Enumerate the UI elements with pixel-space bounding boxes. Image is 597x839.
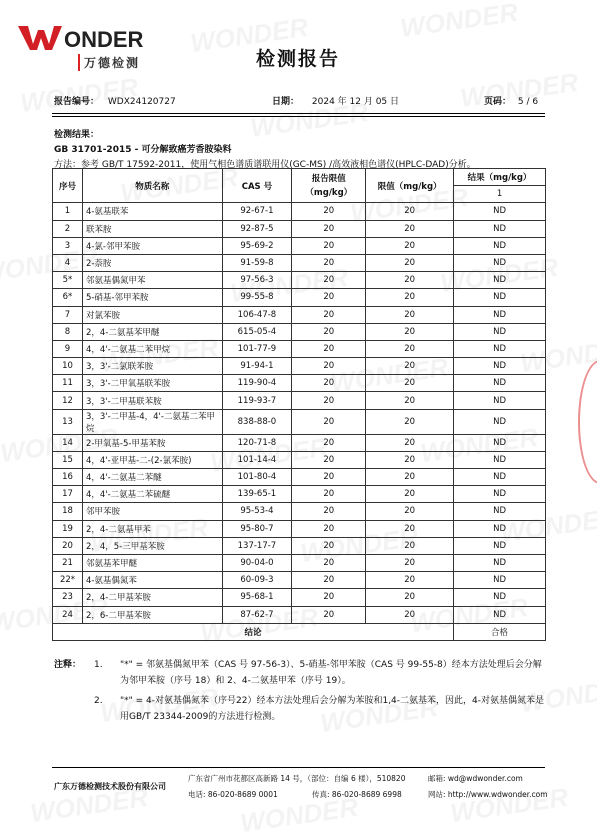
row-report-limit: 20 (292, 537, 366, 554)
footer-website: 网站: http://www.wdwonder.com (428, 790, 548, 799)
row-substance: 联苯胺 (82, 220, 222, 237)
row-substance: 3，3'-二氯联苯胺 (82, 358, 222, 375)
row-no: 17 (53, 486, 83, 503)
row-result: ND (454, 323, 546, 340)
table-row (53, 606, 546, 623)
row-limit: 20 (366, 520, 454, 537)
row-no: 13 (53, 409, 83, 434)
row-limit: 20 (366, 203, 454, 220)
row-result: ND (454, 434, 546, 451)
row-result: ND (454, 520, 546, 537)
report-number-label: 报告编号： (54, 97, 100, 107)
row-limit: 20 (366, 375, 454, 392)
row-substance: 2，4-二甲基苯胺 (82, 589, 222, 606)
table-row (53, 434, 546, 451)
row-result: ND (454, 606, 546, 623)
page-number (484, 94, 538, 107)
row-result: ND (454, 203, 546, 220)
header-cas: CAS 号 (222, 169, 292, 203)
footer-divider (52, 767, 545, 768)
row-cas: 95-53-4 (222, 503, 292, 520)
row-limit: 20 (366, 537, 454, 554)
table-row (53, 323, 546, 340)
row-substance: 4，4'-二氨基二苯甲烷 (82, 340, 222, 357)
row-no: 5* (53, 272, 83, 289)
row-cas: 101-77-9 (222, 340, 292, 357)
row-result: ND (454, 409, 546, 434)
row-report-limit: 20 (292, 237, 366, 254)
row-cas: 92-87-5 (222, 220, 292, 237)
row-substance: 4-氯-邻甲苯胺 (82, 237, 222, 254)
row-no: 19 (53, 520, 83, 537)
table-row (53, 409, 546, 434)
row-limit: 20 (366, 254, 454, 271)
row-no: 22* (53, 572, 83, 589)
table-row (53, 572, 546, 589)
row-no: 2 (53, 220, 83, 237)
header-divider (52, 113, 545, 114)
note-2-text: "*" = 4-对氨基偶氮苯（序号22）经本方法处理后会分解为苯胺和1,4-二氨基苯，因此，4-对氨基偶氮苯是用GB/T 23344-2009的方法进行检测。 (120, 696, 545, 722)
row-result: ND (454, 503, 546, 520)
row-cas: 615-05-4 (222, 323, 292, 340)
row-no: 1 (53, 203, 83, 220)
row-no: 8 (53, 323, 83, 340)
row-cas: 91-59-8 (222, 254, 292, 271)
row-report-limit: 20 (292, 520, 366, 537)
row-cas: 139-65-1 (222, 486, 292, 503)
row-cas: 119-93-7 (222, 392, 292, 409)
report-title: 检测报告 (256, 48, 341, 70)
row-result: ND (454, 392, 546, 409)
row-limit: 20 (366, 554, 454, 571)
table-row (53, 503, 546, 520)
row-cas: 137-17-7 (222, 537, 292, 554)
row-cas: 97-56-3 (222, 272, 292, 289)
row-report-limit: 20 (292, 451, 366, 468)
row-no: 15 (53, 451, 83, 468)
report-date (272, 94, 399, 107)
table-row (53, 469, 546, 486)
header-result: 结果（mg/kg） (454, 169, 546, 186)
row-limit: 20 (366, 451, 454, 468)
page-number-label: 页码： (484, 97, 512, 107)
footer-email: 邮箱: wd@wdwonder.com (428, 774, 523, 783)
row-cas: 90-04-0 (222, 554, 292, 571)
row-result: ND (454, 486, 546, 503)
row-limit: 20 (366, 589, 454, 606)
table-row (53, 272, 546, 289)
row-result: ND (454, 254, 546, 271)
header-name: 物质名称 (82, 169, 222, 203)
table-row (53, 358, 546, 375)
header-divider-2 (52, 116, 545, 117)
header-limit: 限值（mg/kg） (366, 169, 454, 203)
report-date-value: 2024 年 12 月 05 日 (311, 97, 400, 107)
row-result: ND (454, 272, 546, 289)
report-date-label: 日期： (272, 97, 300, 107)
row-report-limit: 20 (292, 392, 366, 409)
row-substance: 5-硝基-邻甲苯胺 (82, 289, 222, 306)
footer-fax: 传真: 86-020-8689 6998 (312, 790, 402, 799)
row-report-limit: 20 (292, 606, 366, 623)
row-cas: 101-14-4 (222, 451, 292, 468)
row-substance: 2，4-二氨基甲苯 (82, 520, 222, 537)
row-substance: 2，4-二氨基苯甲醚 (82, 323, 222, 340)
wonder-logo-icon (18, 22, 168, 52)
row-result: ND (454, 537, 546, 554)
results-label: 检测结果： (54, 130, 100, 140)
row-cas: 838-88-0 (222, 409, 292, 434)
row-cas: 120-71-8 (222, 434, 292, 451)
row-limit: 20 (366, 434, 454, 451)
row-limit: 20 (366, 220, 454, 237)
row-result: ND (454, 237, 546, 254)
row-limit: 20 (366, 486, 454, 503)
row-substance: 邻甲苯胺 (82, 503, 222, 520)
method-text: 参考 GB/T 17592-2011，使用气相色谱质谱联用仪(GC-MS) /高效液相色谱仪(HPLC-DAD)分析。 (81, 160, 476, 170)
row-limit: 20 (366, 392, 454, 409)
row-limit: 20 (366, 323, 454, 340)
row-result: ND (454, 375, 546, 392)
row-cas: 91-94-1 (222, 358, 292, 375)
row-substance: 2，6-二甲基苯胺 (82, 606, 222, 623)
row-report-limit: 20 (292, 503, 366, 520)
method-label: 方法： (54, 160, 82, 170)
row-result: ND (454, 289, 546, 306)
logo-subtitle: 万德检测 (78, 54, 140, 71)
row-report-limit: 20 (292, 572, 366, 589)
row-limit: 20 (366, 237, 454, 254)
report-number-value: WDX24120727 (107, 97, 176, 107)
table-row (53, 340, 546, 357)
table-row (53, 375, 546, 392)
row-limit: 20 (366, 572, 454, 589)
row-limit: 20 (366, 409, 454, 434)
notes (54, 657, 544, 725)
table-row (53, 451, 546, 468)
row-cas: 87-62-7 (222, 606, 292, 623)
watermark-text (458, 67, 580, 114)
row-report-limit: 20 (292, 289, 366, 306)
row-no: 3 (53, 237, 83, 254)
row-no: 12 (53, 392, 83, 409)
row-report-limit: 20 (292, 375, 366, 392)
row-substance: 邻氨基偶氮甲苯 (82, 272, 222, 289)
row-cas: 92-67-1 (222, 203, 292, 220)
row-substance: 4，4'-二氨基二苯醚 (82, 469, 222, 486)
table-row (53, 589, 546, 606)
header-no: 序号 (53, 169, 83, 203)
watermark-text (398, 0, 520, 44)
row-cas: 119-90-4 (222, 375, 292, 392)
table-row (53, 392, 546, 409)
company-logo (18, 22, 168, 74)
row-no: 20 (53, 537, 83, 554)
header-sample-no: 1 (454, 186, 546, 203)
row-substance: 邻氨基苯甲醚 (82, 554, 222, 571)
row-report-limit: 20 (292, 254, 366, 271)
row-report-limit: 20 (292, 358, 366, 375)
footer-phone: 电话: 86-020-8689 0001 (188, 790, 278, 799)
notes-label: 注释： (54, 660, 82, 670)
row-no: 7 (53, 306, 83, 323)
svg-text:ONDER: ONDER (64, 27, 144, 52)
row-cas: 99-55-8 (222, 289, 292, 306)
note-2-number: 2. (94, 696, 103, 706)
row-limit: 20 (366, 306, 454, 323)
row-cas: 95-69-2 (222, 237, 292, 254)
header-report-limit: 报告限值 （mg/kg） (292, 169, 366, 203)
row-limit: 20 (366, 358, 454, 375)
row-no: 14 (53, 434, 83, 451)
row-substance: 2-萘胺 (82, 254, 222, 271)
results-table (52, 168, 546, 641)
row-substance: 3，3'-二甲基-4，4'-二氨基二苯甲烷 (82, 409, 222, 434)
row-cas: 95-68-1 (222, 589, 292, 606)
row-substance: 4，4'-亚甲基-二-(2-氯苯胺) (82, 451, 222, 468)
note-1-number: 1. (94, 660, 103, 670)
row-substance: 对氯苯胺 (82, 306, 222, 323)
note-1-text: "*" = 邻氨基偶氮甲苯（CAS 号 97-56-3）、5-硝基-邻甲苯胺（CAS 号 99-55-8）经本方法处理后会分解为邻甲苯胺（序号 18）和 2、4-二氨基甲苯（序号 19）。 (120, 660, 542, 686)
row-substance: 4，4'-二氨基二苯硫醚 (82, 486, 222, 503)
row-report-limit: 20 (292, 589, 366, 606)
table-row (53, 289, 546, 306)
row-limit: 20 (366, 606, 454, 623)
row-result: ND (454, 572, 546, 589)
row-limit: 20 (366, 340, 454, 357)
row-no: 10 (53, 358, 83, 375)
row-result: ND (454, 554, 546, 571)
row-report-limit: 20 (292, 469, 366, 486)
row-substance: 4-氨基偶氮苯 (82, 572, 222, 589)
row-result: ND (454, 306, 546, 323)
row-report-limit: 20 (292, 220, 366, 237)
row-report-limit: 20 (292, 323, 366, 340)
table-row (53, 254, 546, 271)
conclusion-value: 合格 (454, 623, 546, 640)
row-limit: 20 (366, 503, 454, 520)
seal-stamp (578, 360, 597, 484)
row-no: 18 (53, 503, 83, 520)
row-substance: 4-氨基联苯 (82, 203, 222, 220)
row-cas: 60-09-3 (222, 572, 292, 589)
table-row (53, 554, 546, 571)
table-row (53, 520, 546, 537)
conclusion-label: 结论 (53, 623, 454, 640)
row-substance: 2-甲氧基-5-甲基苯胺 (82, 434, 222, 451)
row-substance: 3，3'-二甲基联苯胺 (82, 392, 222, 409)
row-no: 4 (53, 254, 83, 271)
row-no: 6* (53, 289, 83, 306)
row-report-limit: 20 (292, 340, 366, 357)
row-cas: 101-80-4 (222, 469, 292, 486)
row-no: 16 (53, 469, 83, 486)
row-no: 9 (53, 340, 83, 357)
table-row (53, 237, 546, 254)
row-no: 11 (53, 375, 83, 392)
row-report-limit: 20 (292, 434, 366, 451)
table-row (53, 537, 546, 554)
row-substance: 3，3'-二甲氧基联苯胺 (82, 375, 222, 392)
row-cas: 106-47-8 (222, 306, 292, 323)
row-result: ND (454, 340, 546, 357)
row-report-limit: 20 (292, 306, 366, 323)
row-limit: 20 (366, 272, 454, 289)
row-cas: 95-80-7 (222, 520, 292, 537)
page-number-value: 5 / 6 (517, 97, 539, 107)
row-report-limit: 20 (292, 554, 366, 571)
row-limit: 20 (366, 469, 454, 486)
standard-title: GB 31701-2015 - 可分解致癌芳香胺染料 (54, 145, 232, 155)
table-row (53, 220, 546, 237)
row-result: ND (454, 358, 546, 375)
row-substance: 2，4，5-三甲基苯胺 (82, 537, 222, 554)
row-result: ND (454, 451, 546, 468)
row-result: ND (454, 469, 546, 486)
table-row (53, 203, 546, 220)
table-row (53, 306, 546, 323)
row-report-limit: 20 (292, 203, 366, 220)
footer-company: 广东万德检测技术股份有限公司 (54, 782, 166, 791)
row-report-limit: 20 (292, 486, 366, 503)
footer-address: 广东省广州市花都区高新路 14 号，（部位：自编 6 楼），510820 (188, 774, 406, 783)
row-result: ND (454, 220, 546, 237)
table-row (53, 486, 546, 503)
row-report-limit: 20 (292, 272, 366, 289)
row-no: 24 (53, 606, 83, 623)
row-limit: 20 (366, 289, 454, 306)
row-result: ND (454, 589, 546, 606)
report-number (54, 94, 176, 107)
row-report-limit: 20 (292, 409, 366, 434)
row-no: 21 (53, 554, 83, 571)
row-no: 23 (53, 589, 83, 606)
